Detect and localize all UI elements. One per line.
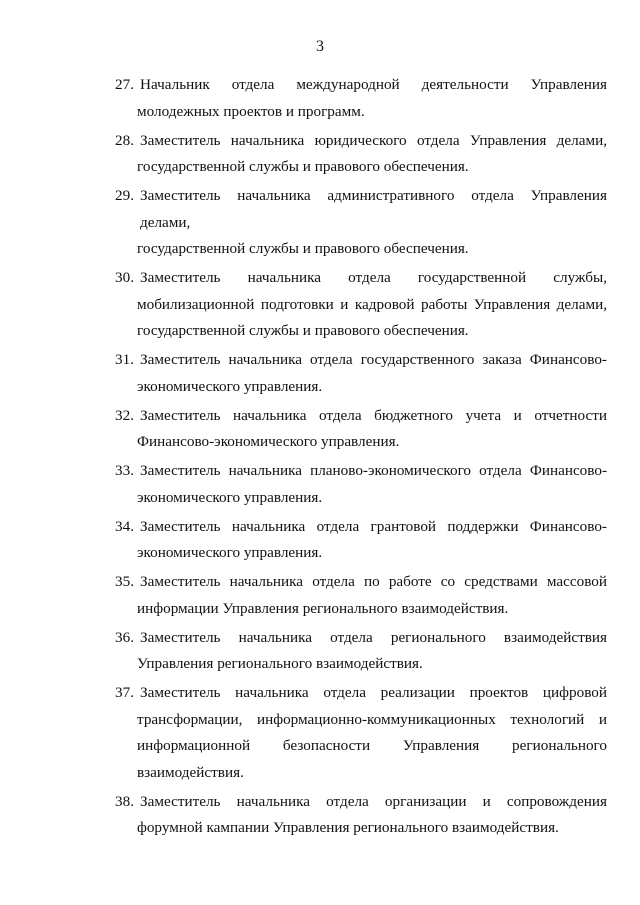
page-number: 3: [316, 38, 324, 55]
item-text-continuation: государственной службы и правового обеспечения.: [137, 158, 469, 175]
item-text-continuation: Управления регионального взаимодействия.: [137, 655, 423, 672]
item-text-continuation: молодежных проектов и программ.: [137, 102, 365, 120]
item-text: [137, 72, 607, 125]
list-item: [115, 72, 607, 125]
list-item: [115, 458, 607, 511]
item-text: [137, 128, 607, 181]
item-text-continuation: Финансово-экономического управления.: [137, 433, 400, 450]
item-text-first-line: Заместитель начальника юридического отдела Управления делами,: [140, 131, 607, 149]
list-item: [115, 403, 607, 456]
item-text: [137, 458, 607, 511]
list-item: [115, 625, 607, 678]
item-number: 36.: [115, 628, 134, 646]
item-text-continuation: информации Управления регионального взаимодействия.: [137, 599, 509, 617]
item-text-first-line: Заместитель начальника административного отдела Управления делами,: [140, 187, 607, 231]
item-text: [137, 569, 607, 622]
item-text: [137, 265, 607, 345]
item-text-first-line: Заместитель начальника отдела регионального взаимодействия: [140, 628, 607, 646]
item-text-first-line: Заместитель начальника отдела организации и сопровождения: [140, 792, 607, 810]
item-text: [137, 403, 607, 456]
item-text-first-line: Заместитель начальника отдела грантовой поддержки Финансово-: [140, 517, 607, 535]
item-number: 31.: [115, 351, 134, 368]
item-number: 34.: [115, 517, 134, 535]
item-text-continuation: экономического управления.: [137, 488, 323, 506]
item-text: [137, 789, 607, 842]
item-text-first-line: Заместитель начальника отдела государственной службы,: [140, 269, 607, 286]
item-text: [137, 680, 607, 786]
list-item: [115, 183, 607, 263]
item-text: [137, 183, 607, 263]
item-text: [137, 514, 607, 567]
item-number: 33.: [115, 462, 134, 479]
list-item: [115, 789, 607, 842]
item-number: 35.: [115, 573, 134, 590]
list-item: [115, 265, 607, 345]
list-item: [115, 569, 607, 622]
item-number: 30.: [115, 269, 134, 286]
item-text-first-line: Начальник отдела международной деятельности Управления: [140, 76, 607, 93]
item-text: [137, 347, 607, 400]
item-number: 27.: [115, 76, 134, 93]
item-number: 29.: [115, 187, 134, 204]
item-text-first-line: Заместитель начальника отдела реализации проектов цифровой: [140, 684, 607, 701]
list-item: [115, 128, 607, 181]
item-text-first-line: Заместитель начальника отдела государственного заказа Финансово-: [140, 351, 607, 368]
item-text-continuation: государственной службы и правового обеспечения.: [137, 240, 469, 257]
item-number: 28.: [115, 131, 134, 149]
item-text-continuation: трансформации, информационно-коммуникационных технологий и информационной безопасности Управления регионального взаимодействия.: [137, 710, 607, 781]
position-list: [115, 72, 607, 844]
item-text-first-line: Заместитель начальника отдела бюджетного учета и отчетности: [140, 406, 607, 424]
item-text-first-line: Заместитель начальника планово-экономического отдела Финансово-: [140, 462, 607, 479]
item-number: 37.: [115, 684, 134, 701]
item-number: 32.: [115, 406, 134, 424]
list-item: [115, 347, 607, 400]
item-text-continuation: форумной кампании Управления регионального взаимодействия.: [137, 819, 559, 836]
item-number: 38.: [115, 792, 134, 810]
item-text-continuation: экономического управления.: [137, 544, 323, 561]
list-item: [115, 680, 607, 786]
item-text-first-line: Заместитель начальника отдела по работе со средствами массовой: [140, 573, 607, 590]
item-text: [137, 625, 607, 678]
list-item: [115, 514, 607, 567]
item-text-continuation: мобилизационной подготовки и кадровой работы Управления делами, государственной службы и правового обеспечения.: [137, 295, 607, 339]
item-text-continuation: экономического управления.: [137, 377, 323, 395]
